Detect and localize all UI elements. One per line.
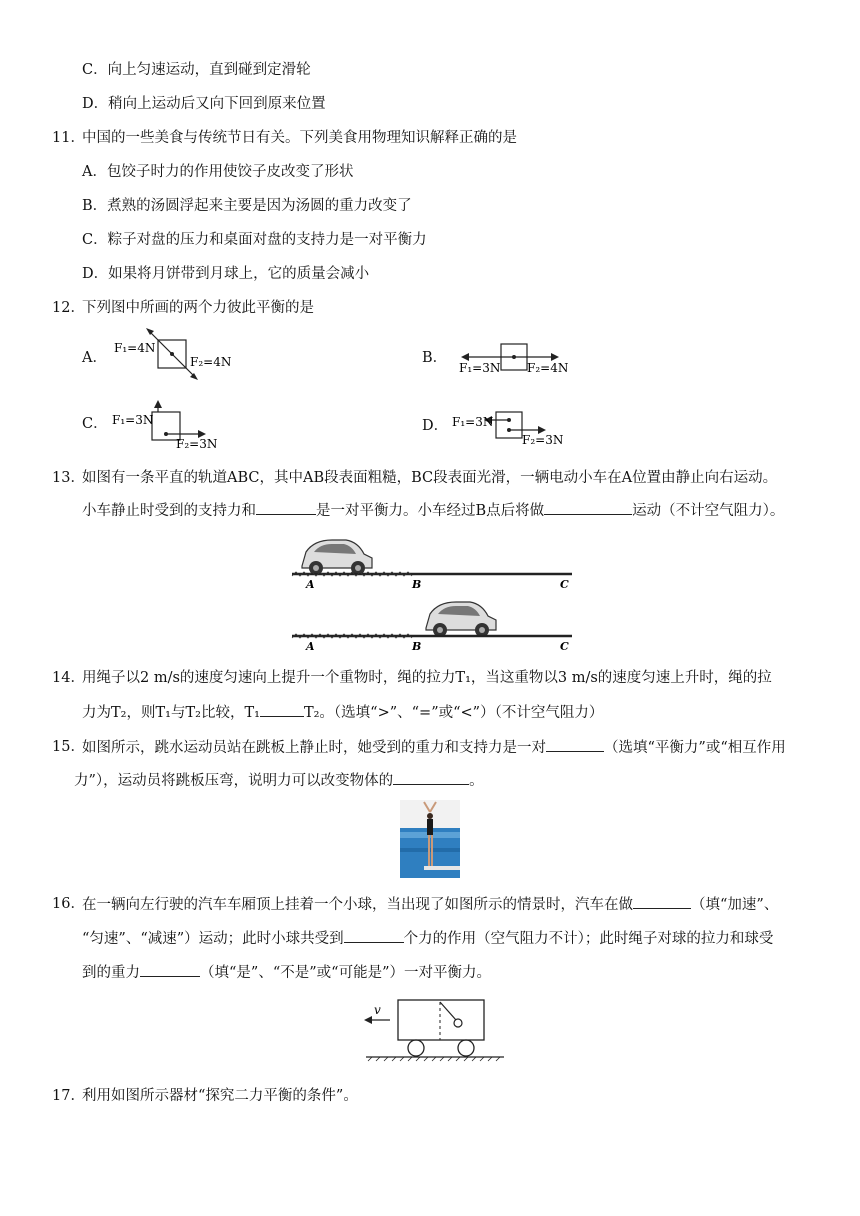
q16-line-1-part-b: （填“加速”、 [691,897,779,913]
wheel-icon [458,1040,474,1056]
q16-line-2 [82,928,773,949]
q15-line-2-part-a: 力”），运动员将跳板压弯，说明力可以改变物体的 [74,773,394,789]
q13-number: 13． [52,470,85,486]
ball-icon [454,1019,462,1027]
q16-line-1 [82,894,778,915]
q12-figure-c [110,400,250,450]
q16-cart-figure [360,994,510,1064]
q12-option-a-label: A． [82,350,107,366]
wheel-icon [408,1040,424,1056]
q13-track-figure [288,530,578,654]
q15-blank-2[interactable] [393,770,469,785]
q12-b-f1-label: F₁=3N [459,361,501,375]
q14-number: 14． [52,670,85,686]
q12-option-d-label: D． [422,418,449,434]
q14-line-2 [82,702,603,723]
car-icon [302,540,372,575]
q11-option-d: D．如果将月饼带到月球上，它的质量会减小 [82,266,370,282]
q11-option-a: A．包饺子时力的作用使饺子皮改变了形状 [82,164,354,180]
q11-stem: 中国的一些美食与传统节日有关。下列美食用物理知识解释正确的是 [82,130,517,146]
q15-number: 15． [52,739,85,755]
q16-blank-2[interactable] [344,928,404,943]
q10-option-d: D．稍向上运动后又向下回到原来位置 [82,96,326,112]
q16-line-2-part-a: “匀速”、“减速”）运动；此时小球共受到 [82,931,344,947]
q15-line-2-part-b: 。 [469,773,484,789]
q17-number: 17． [52,1088,85,1104]
q16-line-3-part-b: （填“是”、“不是”或“可能是”）一对平衡力。 [200,965,491,981]
q13-line-1: 如图有一条平直的轨道ABC，其中AB段表面粗糙，BC段表面光滑，一辆电动小车在A位置由静止向右运动。 [82,470,778,486]
q12-a-f1-label: F₁=4N [114,341,156,355]
q14-line-2-part-b: T₂。（选填“>”、“=”或“<”）（不计空气阻力） [303,705,604,721]
q11-number: 11． [52,130,85,146]
q15-line-1 [82,737,786,758]
q11-option-c: C．粽子对盘的压力和桌面对盘的支持力是一对平衡力 [82,232,427,248]
q16-blank-3[interactable] [140,962,200,977]
q16-line-3-part-a: 到的重力 [82,965,140,981]
q12-b-f2-label: F₂=4N [527,361,569,375]
q14-line-1: 用绳子以2 m/s的速度匀速向上提升一个重物时，绳的拉力T₁，当这重物以3 m/s的速度匀速上升时，绳的拉 [82,670,772,686]
q12-d-f1-label: F₁=3N [452,415,494,429]
q13-top-point-c: C [560,578,569,591]
q15-line-1-part-b: （选填“平衡力”或“相互作用 [604,740,786,756]
q12-c-f1-label: F₁=3N [112,413,154,427]
diver-photo [400,800,460,878]
q16-blank-1[interactable] [633,894,691,909]
q12-a-f2-label: F₂=4N [190,355,232,369]
q16-line-1-part-a: 在一辆向左行驶的汽车车厢顶上挂着一个小球，当出现了如图所示的情景时，汽车在做 [82,897,633,913]
q13-blank-2[interactable] [544,500,632,515]
q13-blank-1[interactable] [256,500,316,515]
q12-option-b-label: B． [422,350,448,366]
q13-line-2-part-c: 运动（不计空气阻力）。 [632,503,785,519]
q16-number: 16． [52,896,85,912]
arrow-left-icon [364,1016,372,1024]
q15-blank-1[interactable] [546,737,604,752]
q14-blank[interactable] [260,702,304,717]
q11-option-b: B．煮熟的汤圆浮起来主要是因为汤圆的重力改变了 [82,198,412,214]
q12-figure-a [110,326,300,386]
q13-top-point-b: B [412,578,422,591]
q13-bottom-point-a: A [306,640,315,653]
q16-line-2-part-b: 个力的作用（空气阻力不计）；此时绳子对球的拉力和球受 [403,931,774,947]
q15-line-1-part-a: 如图所示，跳水运动员站在跳板上静止时，她受到的重力和支持力是一对 [82,740,546,756]
car-icon [426,602,496,637]
q12-number: 12． [52,300,85,316]
q13-top-point-a: A [306,578,315,591]
velocity-label: v [374,1003,381,1017]
q15-line-2 [74,770,484,791]
q13-line-2-part-b: 是一对平衡力。小车经过B点后将做 [316,503,545,519]
q12-stem: 下列图中所画的两个力彼此平衡的是 [82,300,314,316]
q13-line-2-part-a: 小车静止时受到的支持力和 [82,503,256,519]
q13-bottom-point-c: C [560,640,569,653]
q12-figure-b [455,338,585,378]
q12-option-c-label: C． [82,416,108,432]
q17-stem: 利用如图所示器材“探究二力平衡的条件”。 [82,1088,358,1104]
q12-c-f2-label: F₂=3N [176,437,218,450]
q16-line-3 [82,962,491,983]
q10-option-c: C．向上匀速运动，直到碰到定滑轮 [82,62,311,78]
q12-figure-d [450,408,580,448]
q13-line-2 [82,500,784,521]
q14-line-2-part-a: 力为T₂，则T₁与T₂比较，T₁ [82,705,260,721]
q12-d-f2-label: F₂=3N [522,433,564,447]
q13-bottom-point-b: B [412,640,422,653]
